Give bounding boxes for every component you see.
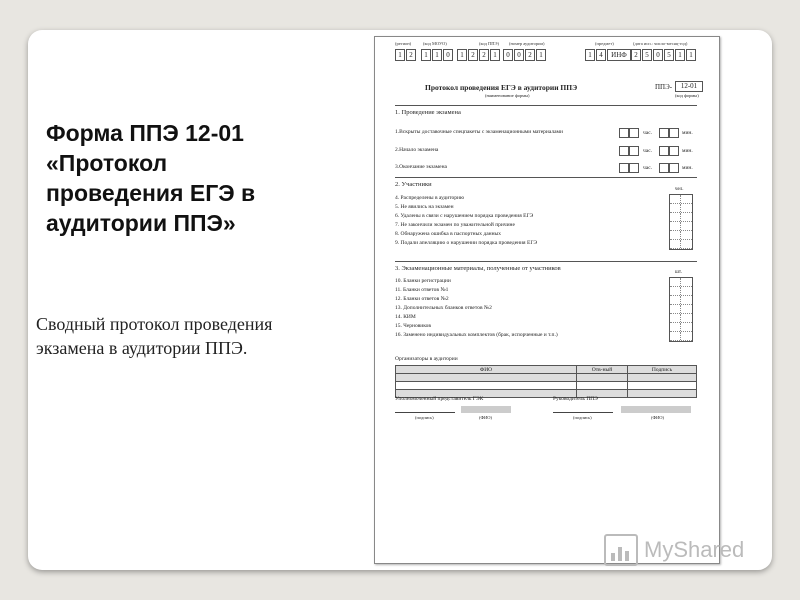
hours-label: час. (643, 130, 653, 136)
cell: 1 (675, 49, 685, 61)
minute-box (659, 163, 669, 173)
cell: 5 (664, 49, 674, 61)
minutes-label: мин. (682, 130, 693, 136)
cell: 1 (585, 49, 595, 61)
section2-row: 8. Обнаружена ошибка в паспортных данных (395, 231, 501, 237)
hours-label: час. (643, 165, 653, 171)
chart-icon (604, 534, 638, 566)
form-title: Протокол проведения ЕГЭ в аудитории ППЭ (425, 83, 578, 92)
signature-line (461, 406, 511, 413)
hour-box (619, 128, 629, 138)
unit-label: шт. (675, 270, 682, 275)
section3-row: 16. Заменено индивидуальных комплектов (брак, испорченные и т.п.) (395, 332, 558, 338)
watermark (604, 534, 744, 566)
signature-sub: (ФИО) (479, 415, 493, 420)
hour-box (619, 163, 629, 173)
section-heading: 3. Экзаменационные материалы, полученные от участников (395, 265, 561, 272)
header-label: (код ППЭ) (479, 41, 499, 46)
organizers-heading: Организаторы в аудитории (395, 356, 458, 362)
cell: 2 (406, 49, 416, 61)
divider (395, 177, 697, 178)
minutes-label: мин. (682, 148, 693, 154)
minute-box (669, 128, 679, 138)
divider (395, 261, 697, 262)
section-heading: 1. Проведение экзамена (395, 109, 461, 116)
table-header: ФИО (396, 366, 577, 374)
cell: 2 (468, 49, 478, 61)
date-cells (631, 49, 697, 61)
cell: 1 (421, 49, 431, 61)
cell: 2 (479, 49, 489, 61)
section2-row: 4. Распределены в аудиторию (395, 195, 465, 201)
minute-box (669, 146, 679, 156)
table-header: Отв-ный (577, 366, 628, 374)
header-label: (регион) (395, 41, 412, 46)
count-column (669, 194, 693, 250)
unit-label: чел. (675, 187, 684, 192)
cell: 4 (596, 49, 606, 61)
section3-row: 10. Бланки регистрации (395, 278, 451, 284)
table-header: Подпись (628, 366, 697, 374)
organizers-table (395, 365, 697, 398)
title-line: Форма ППЭ 12-01 (46, 120, 244, 146)
section2-row: 6. Удалены в связи с нарушением порядка проведения ЕГЭ (395, 213, 534, 219)
form-image (374, 36, 720, 564)
cell: 1 (536, 49, 546, 61)
minutes-label: мин. (682, 165, 693, 171)
head-label: Руководитель ППЭ (553, 396, 598, 402)
cell: 1 (490, 49, 500, 61)
hour-box (619, 146, 629, 156)
section3-row: 11. Бланки ответов №1 (395, 287, 449, 293)
minute-box (669, 163, 679, 173)
header-label: (дата исп.: число-месяц-год) (633, 41, 688, 46)
title-line: «Протокол (46, 150, 168, 176)
title-line: аудитории ППЭ» (46, 210, 236, 236)
section1-row: 1.Вскрыты доставочные спецпакеты с экзаменационными материалами (395, 129, 563, 135)
signature-line (553, 406, 613, 413)
hour-box (629, 146, 639, 156)
signature-line (395, 406, 455, 413)
subject-cells (585, 49, 632, 61)
minute-box (659, 146, 669, 156)
cell: 5 (642, 49, 652, 61)
signature-sub: (подпись) (415, 415, 434, 420)
section3-row: 13. Дополнительных бланков ответов №2 (395, 305, 492, 311)
cell: 2 (631, 49, 641, 61)
cell: 1 (395, 49, 405, 61)
auditorium-cells (503, 49, 547, 61)
cell: 0 (443, 49, 453, 61)
header-label: (предмет) (595, 41, 614, 46)
section2-row: 7. Не закончили экзамен по уважительной причине (395, 222, 515, 228)
slide-title (46, 118, 286, 238)
gek-label: Уполномоченный представитель ГЭК (395, 396, 484, 402)
cell: 1 (457, 49, 467, 61)
section1-row: 2.Начало экзамена (395, 147, 439, 153)
form-code-sub: (код формы) (675, 93, 699, 98)
ppe-cells (457, 49, 501, 61)
hour-box (629, 128, 639, 138)
form-code: 12-01 (675, 81, 703, 92)
form-title-sub: (наименование формы) (485, 93, 530, 98)
hours-label: час. (643, 148, 653, 154)
minute-box (659, 128, 669, 138)
section2-row: 9. Подали апелляцию о нарушении порядка проведения ЕГЭ (395, 240, 538, 246)
section2-row: 5. Не явились на экзамен (395, 204, 454, 210)
signature-line (621, 406, 691, 413)
section3-row: 12. Бланки ответов №2 (395, 296, 449, 302)
cell: 2 (525, 49, 535, 61)
cell: 0 (514, 49, 524, 61)
cell: 0 (503, 49, 513, 61)
form-code-label: ППЭ- (655, 83, 673, 91)
region-cells (395, 49, 417, 61)
cell: ИНФ (607, 49, 631, 61)
section-heading: 2. Участники (395, 181, 432, 188)
watermark-text: MyShared (644, 537, 745, 562)
title-line: проведения ЕГЭ в (46, 180, 256, 206)
header-label: (код МОУО) (423, 41, 447, 46)
hour-box (629, 163, 639, 173)
signature-sub: (ФИО) (651, 415, 665, 420)
section1-row: 3.Окончание экзамена (395, 164, 447, 170)
cell: 1 (432, 49, 442, 61)
signature-sub: (подпись) (573, 415, 592, 420)
section3-row: 14. КИМ (395, 314, 416, 320)
cell: 1 (686, 49, 696, 61)
mouo-cells (421, 49, 454, 61)
header-label: (номер аудитории) (509, 41, 545, 46)
divider (395, 105, 697, 106)
section3-row: 15. Черновиков (395, 323, 431, 329)
count-column (669, 277, 693, 342)
slide-description: Сводный протокол проведения экзамена в аудитории ППЭ. (36, 314, 273, 358)
cell: 0 (653, 49, 663, 61)
